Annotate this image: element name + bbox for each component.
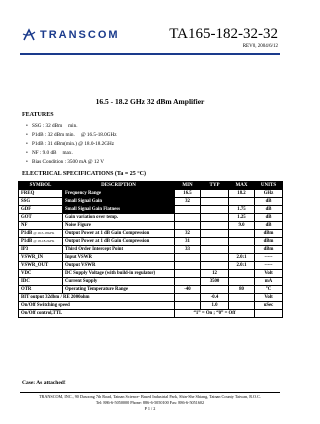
units-cell: uSec <box>255 302 283 310</box>
symbol-cell <box>19 270 63 278</box>
units-cell: ----- <box>255 254 283 262</box>
units-cell <box>255 310 283 318</box>
min-cell <box>175 294 201 302</box>
max-cell <box>229 294 255 302</box>
typ-cell: 12 <box>201 270 229 278</box>
column-header: UNITS <box>255 182 283 190</box>
symbol-cell <box>19 206 63 214</box>
typ-cell <box>201 206 229 214</box>
max-cell: 80 <box>229 286 255 294</box>
spec-row <box>19 286 283 294</box>
spec-header-row <box>19 182 283 190</box>
typ-cell <box>201 198 229 206</box>
feature-item <box>26 149 117 158</box>
units-cell: dB <box>255 206 283 214</box>
document-header <box>0 0 300 62</box>
symbol-cell <box>19 254 63 262</box>
feature-item <box>26 131 117 140</box>
symbol-cell <box>19 262 63 270</box>
feature-text: NF : 9.0 dB <box>32 150 57 156</box>
symbol-cell <box>19 198 63 206</box>
spec-row <box>19 310 283 318</box>
max-cell <box>229 270 255 278</box>
company-logo <box>22 28 120 42</box>
min-cell <box>175 262 201 270</box>
feature-item <box>26 122 117 131</box>
symbol-cell <box>19 190 63 198</box>
features-list <box>26 122 117 167</box>
spec-row <box>19 238 283 246</box>
symbol-text: OTR <box>21 287 32 292</box>
min-cell <box>175 214 201 222</box>
transcom-logo-icon <box>22 28 36 42</box>
spec-row <box>19 302 283 310</box>
feature-text: SSG : 32 dBm <box>32 123 63 129</box>
spec-row <box>19 222 283 230</box>
typ-cell <box>201 222 229 230</box>
description-cell: Input VSWR <box>63 254 175 262</box>
column-header: SYMBOL <box>19 182 63 190</box>
feature-item <box>26 158 117 167</box>
symbol-cell <box>19 230 63 238</box>
min-cell <box>175 270 201 278</box>
description-cell: Output Power at 1 dB Gain Compression <box>63 238 175 246</box>
feature-text: P1dB : 31 dBm(min.) @ 18.0-18.2GHz <box>32 141 115 147</box>
units-cell: GHz <box>255 190 283 198</box>
symbol-cell <box>19 286 63 294</box>
document-title: 16.5 - 18.2 GHz 32 dBm Amplifier <box>95 97 205 106</box>
min-cell <box>175 302 201 310</box>
units-cell: dBm <box>255 238 283 246</box>
typ-cell <box>201 246 229 254</box>
max-cell: 2.0:1 <box>229 254 255 262</box>
description-cell: Gain variation over temp. <box>63 214 175 222</box>
description-cell: Current Supply <box>63 278 175 286</box>
spec-table <box>18 181 283 318</box>
model-number: TA165-182-32-32 <box>169 26 278 42</box>
symbol-cell <box>19 222 63 230</box>
footer-contact: Tel: 886-6-5050000 Phone: 886-6-5050100 Fax: 886-6-5051602 <box>95 400 205 405</box>
spec-row <box>19 246 283 254</box>
spec-row <box>19 278 283 286</box>
spec-row <box>19 190 283 198</box>
spec-row <box>19 254 283 262</box>
symbol-text: NF <box>21 223 28 228</box>
symbol-cell <box>19 238 63 246</box>
symbol-cell <box>19 278 63 286</box>
max-cell: 18.2 <box>229 190 255 198</box>
column-header: MAX <box>229 182 255 190</box>
symbol-text: P1dB <box>21 239 33 244</box>
units-cell: Volt <box>255 294 283 302</box>
feature-note: min. <box>68 123 78 129</box>
description-cell: Small Signal Gain <box>63 198 175 206</box>
spec-row <box>19 262 283 270</box>
spec-heading: ELECTRICAL SPECIFICATIONS (Ta = 25 °C) <box>22 171 147 177</box>
max-cell <box>229 198 255 206</box>
max-cell: 1.25 <box>229 214 255 222</box>
min-cell <box>175 254 201 262</box>
feature-text: Bias Condition : 3500 mA @ 12 V <box>32 159 104 165</box>
units-cell: dB <box>255 198 283 206</box>
max-cell <box>229 302 255 310</box>
units-cell: dB <box>255 214 283 222</box>
spec-row <box>19 214 283 222</box>
typ-cell <box>201 254 229 262</box>
symbol-text: SSG <box>21 199 31 204</box>
max-cell: 1.75 <box>229 206 255 214</box>
page-number: P 1 / 2 <box>144 406 156 411</box>
description-cell: Frequency Range <box>63 190 175 198</box>
symbol-subscript: @ 18-18.2GHz <box>33 239 55 243</box>
units-cell: dBm <box>255 230 283 238</box>
document-footer <box>0 394 300 412</box>
spec-row <box>19 198 283 206</box>
row-description: BIT output 32dbm / RE 2000ohm <box>19 294 175 302</box>
symbol-text: VSWR_OUT <box>21 263 49 268</box>
symbol-text: FREQ <box>21 191 35 196</box>
control-logic-cell: “1” = On ; “0” = Off <box>175 310 255 318</box>
feature-text: P1dB : 32 dBm min. <box>32 132 75 138</box>
description-cell: Operating Temperature Range <box>63 286 175 294</box>
description-cell: Output Power at 1 dB Gain Compression <box>63 230 175 238</box>
spec-row <box>19 230 283 238</box>
max-cell: 2.0:1 <box>229 262 255 270</box>
units-cell: °C <box>255 286 283 294</box>
case-note: Case: As attached! <box>22 380 66 386</box>
revision-label: REV0, 2004/6/12 <box>242 44 278 49</box>
typ-cell <box>201 214 229 222</box>
symbol-text: P1dB <box>21 231 33 236</box>
symbol-text: VDC <box>21 271 32 276</box>
description-cell: Third Order Intercept Point <box>63 246 175 254</box>
typ-cell: 3500 <box>201 278 229 286</box>
spec-row <box>19 270 283 278</box>
typ-cell <box>201 286 229 294</box>
description-cell: Small Signal Gain Flatness <box>63 206 175 214</box>
company-name: TRANSCOM <box>40 29 120 41</box>
max-cell: 9.0 <box>229 222 255 230</box>
units-cell: mA <box>255 278 283 286</box>
footer-address: TRANSCOM, INC., 90 Dasoong 7th Road, Tainan Science- Based Industrial Park, Shin-She Shiang, Tainan County Taiwan, R.O.C. <box>39 394 261 399</box>
header-divider <box>20 53 280 55</box>
row-description: On/Off control,TTL <box>19 310 175 318</box>
footer-divider <box>20 392 280 393</box>
min-cell: 33 <box>175 246 201 254</box>
typ-cell <box>201 238 229 246</box>
typ-cell: 1.0 <box>201 302 229 310</box>
description-cell: Output VSWR <box>63 262 175 270</box>
spec-row <box>19 206 283 214</box>
min-cell: 31 <box>175 238 201 246</box>
max-cell <box>229 238 255 246</box>
max-cell <box>229 278 255 286</box>
description-cell: Noise Figure <box>63 222 175 230</box>
description-cell: DC Supply Voltage (with build-in regulator) <box>63 270 175 278</box>
min-cell: 32 <box>175 198 201 206</box>
min-cell: 16.5 <box>175 190 201 198</box>
feature-note: @ 16.5-18.0GHz <box>80 132 117 138</box>
column-header: MIN <box>175 182 201 190</box>
symbol-text: IP3 <box>21 247 29 252</box>
symbol-cell <box>19 246 63 254</box>
features-heading: FEATURES <box>22 112 54 118</box>
symbol-text: GDF <box>21 207 32 212</box>
min-cell: -40 <box>175 286 201 294</box>
min-cell <box>175 206 201 214</box>
symbol-text: VSWR_IN <box>21 255 44 260</box>
typ-cell: -0.4 <box>201 294 229 302</box>
units-cell: Volt <box>255 270 283 278</box>
symbol-subscript: @ 16.5-18GHz <box>33 231 55 235</box>
symbol-text: IDC <box>21 279 30 284</box>
units-cell: dBm <box>255 246 283 254</box>
column-header: DESCRIPTION <box>63 182 175 190</box>
spec-row <box>19 294 283 302</box>
symbol-text: GOT <box>21 215 32 220</box>
units-cell: ----- <box>255 262 283 270</box>
row-description: On/Off Switching speed <box>19 302 175 310</box>
feature-item <box>26 140 117 149</box>
max-cell <box>229 230 255 238</box>
typ-cell <box>201 190 229 198</box>
symbol-cell <box>19 214 63 222</box>
feature-note: max. <box>62 150 73 156</box>
typ-cell <box>201 230 229 238</box>
typ-cell <box>201 262 229 270</box>
min-cell <box>175 278 201 286</box>
min-cell: 32 <box>175 230 201 238</box>
units-cell: dB <box>255 222 283 230</box>
column-header: TYP <box>201 182 229 190</box>
min-cell <box>175 222 201 230</box>
max-cell <box>229 246 255 254</box>
